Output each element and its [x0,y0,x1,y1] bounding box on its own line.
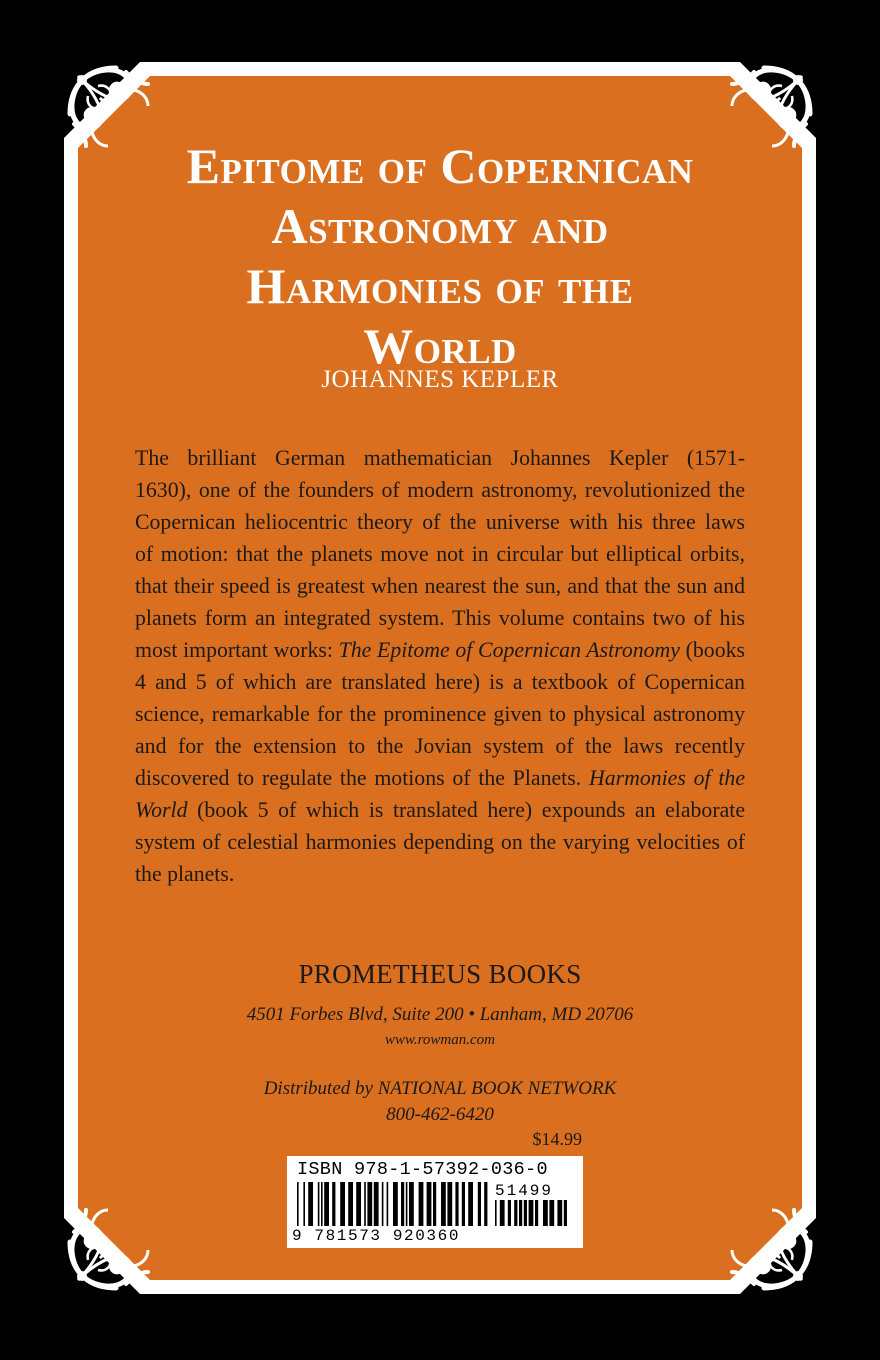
epitome-title-italic: The Epitome of Copernican Astronomy [338,638,680,662]
book-description [135,442,745,890]
description-line: that their speed is greatest when nearest the sun, and that the sun and [135,574,745,598]
barcode-bar [387,1182,389,1226]
description-line [135,634,745,666]
barcode-bar [447,1182,452,1226]
description-text: (books [679,638,745,662]
barcode-bar [393,1182,398,1226]
barcode-bar [297,1182,299,1226]
barcode-bar [433,1182,436,1226]
description-text: discovered to regulate the motions of the Planets. [135,766,589,790]
publisher-address: 4501 Forbes Blvd, Suite 200 • Lanham, MD 20706 [246,1004,634,1025]
barcode-bar [557,1200,562,1226]
publisher-name: PROMETHEUS BOOKS [298,959,582,989]
barcode-bar [367,1182,372,1226]
barcode-bar [455,1182,458,1226]
barcode-bar [535,1200,538,1226]
ean-digits: 9 781573 920360 [292,1227,461,1245]
barcode-bar [401,1182,404,1226]
barcode-bar [524,1200,527,1226]
barcode-bar [303,1182,305,1226]
description-line [135,794,745,826]
description-line: Copernican heliocentric theory of the universe with his three laws [135,510,745,534]
barcode-bar [348,1182,353,1226]
description-line: of motion: that the planets move not in circular but elliptical orbits, [135,542,745,566]
barcode-bar [324,1182,329,1226]
price-addon-barcode-bars [495,1200,575,1244]
title-line: World [363,318,517,374]
barcode-bar [340,1182,345,1226]
isbn-number: ISBN 978-1-57392-036-0 [297,1159,548,1180]
title-line: Harmonies of the [246,258,634,314]
barcode-bar [374,1182,379,1226]
description-line: the planets. [135,862,235,886]
isbn-barcode [287,1156,583,1248]
distributor-phone: 800-462-6420 [386,1104,494,1125]
description-line: science, remarkable for the prominence given to physical astronomy [135,702,745,726]
barcode-bar [308,1182,313,1226]
barcode-bar [529,1200,534,1226]
title-line: Epitome of Copernican [186,138,694,194]
barcode-bar [543,1200,548,1226]
barcode-bar [462,1182,465,1226]
barcode-bar [478,1182,481,1226]
barcode-bar [500,1200,505,1226]
description-line: planets form an integrated system. This volume contains two of his [135,606,745,630]
barcode-bar [427,1182,432,1226]
barcode-bar [364,1182,366,1226]
barcode-bar [495,1200,497,1226]
barcode-bar [484,1182,487,1226]
barcode-bar [441,1182,446,1226]
distributor-line: Distributed by NATIONAL BOOK NETWORK [263,1078,617,1099]
barcode-bar [409,1182,414,1226]
barcode-bar [519,1200,522,1226]
description-line: and for the extension to the Jovian system of the laws recently [135,734,745,758]
harmonies-title-italic: Harmonies of the [588,766,745,790]
publisher-website: www.rowman.com [384,1032,495,1048]
barcode-bar [321,1182,323,1226]
price-label: $14.99 [532,1129,582,1149]
description-line: 1630), one of the founders of modern astronomy, revolutionized the [135,478,745,502]
book-title [120,136,760,376]
description-line: system of celestial harmonies depending on the varying velocities of [135,830,745,854]
barcode-bar [514,1200,517,1226]
barcode-bar [356,1182,361,1226]
barcode-bar [468,1182,473,1226]
barcode-bar [382,1182,384,1226]
barcode-bar [549,1200,554,1226]
barcode-bar [564,1200,567,1226]
barcode-bar [406,1182,408,1226]
author-name: JOHANNES KEPLER [321,366,559,393]
description-line: The brilliant German mathematician Johannes Kepler (1571- [135,446,745,470]
ean-barcode-bars [297,1182,489,1228]
description-text: most important works: [135,638,339,662]
barcode-bar [332,1182,335,1226]
barcode-bar [419,1182,424,1226]
description-line: 4 and 5 of which are translated here) is a textbook of Copernican [135,670,745,694]
barcode-bar [318,1182,320,1226]
description-line [135,762,745,794]
description-text: (book 5 of which is translated here) expounds an elaborate [187,798,745,822]
price-code-digits: 51499 [495,1182,554,1200]
barcode-bar [508,1200,511,1226]
harmonies-title-italic: World [135,798,188,822]
title-line: Astronomy and [271,198,609,254]
